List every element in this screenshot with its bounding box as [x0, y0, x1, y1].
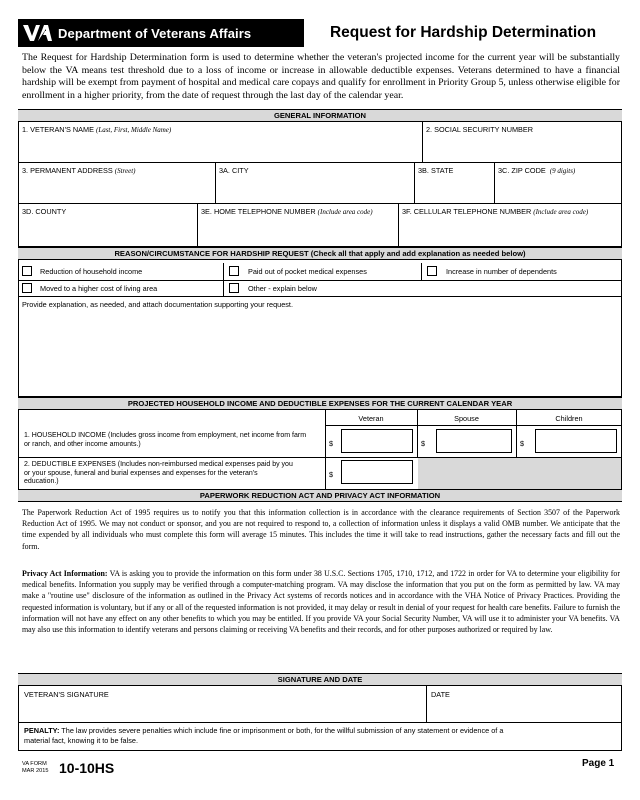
- zip-label: 3C. ZIP CODE (9 digits): [498, 166, 576, 175]
- currency-children-income: $: [520, 439, 525, 448]
- penalty-lead: PENALTY:: [24, 726, 60, 735]
- checkbox-reduction-income[interactable]: [22, 266, 32, 276]
- county-label: 3D. COUNTY: [22, 207, 67, 216]
- explanation-label: Provide explanation, as needed, and attach documentation supporting your request.: [22, 300, 293, 309]
- col-children: Children: [555, 414, 583, 423]
- children-income-input[interactable]: [535, 429, 617, 453]
- checkbox-other[interactable]: [229, 283, 239, 293]
- home-phone-label: 3E. HOME TELEPHONE NUMBER (Include area code): [201, 207, 373, 216]
- veteran-name-label: 1. VETERAN'S NAME (Last, First, Middle Name): [22, 125, 172, 134]
- col-veteran: Veteran: [358, 414, 384, 423]
- checkbox-dependents[interactable]: [427, 266, 437, 276]
- signature-field[interactable]: [19, 687, 425, 721]
- address-field[interactable]: [19, 163, 215, 203]
- currency-veteran-income: $: [329, 439, 334, 448]
- veteran-name-field[interactable]: [19, 124, 422, 162]
- penalty-text: The law provides severe penalties which include fine or imprisonment or both, for the willful submission of any statement or evidence of a material fact, knowing it to be false.: [24, 726, 504, 745]
- reason-heading: REASON/CIRCUMSTANCE FOR HARDSHIP REQUEST (Check all that apply and add explanation as needed below): [18, 247, 622, 260]
- penalty-notice: [24, 726, 504, 745]
- col-spouse: Spouse: [454, 414, 479, 423]
- county-field[interactable]: [19, 204, 197, 246]
- deductible-expenses-label: 2. DEDUCTIBLE EXPENSES (Includes non-reimbursed medical expenses paid by you or your spouse, funeral and burial expenses and expenses for the veteran's education.): [24, 461, 293, 485]
- option-medical-expenses: Paid out of pocket medical expenses: [248, 267, 367, 276]
- veteran-expenses-input[interactable]: [341, 460, 413, 484]
- city-label: 3A. CITY: [219, 166, 249, 175]
- checkbox-cost-of-living[interactable]: [22, 283, 32, 293]
- cell-phone-field[interactable]: [399, 204, 621, 246]
- ssn-label: 2. SOCIAL SECURITY NUMBER: [426, 125, 534, 134]
- option-other: Other - explain below: [248, 284, 317, 293]
- address-label: 3. PERMANENT ADDRESS (Street): [22, 166, 136, 175]
- paperwork-paragraph: The Paperwork Reduction Act of 1995 requires us to notify you that this information collection is in accordance with the clearance requirements of Section 3507 of the Paperwork Reduction Act of 1995. We may not conduct or sponsor, and you are not required to respond to, a collection of information unless it displays a valid OMB number. We anticipate that the time expended by all individuals who must complete this form will average 15 minutes. This includes the time it will take to read instructions, gather the necessary facts and fill out the form.: [22, 508, 620, 551]
- checkbox-medical-expenses[interactable]: [229, 266, 239, 276]
- form-date: MAR 2015: [22, 768, 49, 774]
- spouse-income-input[interactable]: [436, 429, 512, 453]
- currency-spouse-income: $: [421, 439, 426, 448]
- privacy-paragraph: [22, 568, 620, 635]
- date-field[interactable]: [427, 687, 621, 721]
- zip-field[interactable]: [495, 163, 621, 203]
- va-logo-icon: [22, 22, 52, 44]
- currency-veteran-expenses: $: [329, 470, 334, 479]
- header-logo-bar: [18, 19, 304, 47]
- privacy-text: VA is asking you to provide the information on this form under 38 U.S.C. Sections 1705, 1710, 1712, and 1722 in order for VA to determine your eligibility for medical benefits. Information you supply may be verified through a computer-matching program. VA may disclose the information that you put on the form as permitted by law. VA may make a "routine use" disclosure of the information as outlined in the Privacy Act systems of records notices and in accordance with the VHA Notice of Privacy Practices. Providing the requested information is voluntary, but if any or all of the requested information is not provided, it may delay or result in denial of your request for health care benefits. Failure to furnish the information will not have any effect on any other benefits to which you may be entitled. If you provide VA your Social Security Number, VA will use it to administer your VA benefits. VA may also use this information to identify veterans and persons claiming or receiving VA benefits and their records, and for other purposes authorized or required by law.: [22, 569, 621, 635]
- page-number: Page 1: [582, 758, 615, 769]
- expenses-shaded-area: [418, 458, 621, 489]
- form-label: VA FORM: [22, 761, 47, 767]
- intro-paragraph: The Request for Hardship Determination form is used to determine whether the veteran's projected income for the current year will be substantially below the VA means test threshold due to a loss of income or increase in allowable deductible expenses. Veterans determined to have a financial hardship will be exempt from payment of hospital and medical care copays and qualify for enrollment in Priority Group 5, unless otherwise eligible for enrollment in a higher priority, from the date of request through the last day of the calendar year.: [22, 52, 620, 101]
- veteran-income-input[interactable]: [341, 429, 413, 453]
- cell-phone-label: 3F. CELLULAR TELEPHONE NUMBER (Include area code): [402, 207, 589, 216]
- date-label: DATE: [431, 690, 450, 699]
- department-name: Department of Veterans Affairs: [58, 25, 252, 41]
- option-dependents: Increase in number of dependents: [446, 267, 557, 276]
- income-heading: PROJECTED HOUSEHOLD INCOME AND DEDUCTIBLE EXPENSES FOR THE CURRENT CALENDAR YEAR: [18, 397, 622, 410]
- signature-label: VETERAN'S SIGNATURE: [24, 690, 109, 699]
- state-label: 3B. STATE: [418, 166, 454, 175]
- ssn-field[interactable]: [423, 124, 621, 162]
- home-phone-field[interactable]: [198, 204, 398, 246]
- form-info: [22, 761, 48, 775]
- state-field[interactable]: [415, 163, 494, 203]
- signature-heading: SIGNATURE AND DATE: [18, 673, 622, 686]
- household-income-label: 1. HOUSEHOLD INCOME (Includes gross income from employment, net income from farm or ranch, and other income amounts.): [24, 432, 307, 448]
- explanation-textarea[interactable]: [19, 310, 621, 396]
- option-reduction-income: Reduction of household income: [40, 267, 143, 276]
- privacy-lead: Privacy Act Information:: [22, 569, 108, 578]
- general-info-heading: GENERAL INFORMATION: [18, 109, 622, 122]
- paperwork-heading: PAPERWORK REDUCTION ACT AND PRIVACY ACT INFORMATION: [18, 489, 622, 502]
- option-cost-of-living: Moved to a higher cost of living area: [40, 284, 158, 293]
- form-number: 10-10HS: [59, 760, 115, 776]
- city-field[interactable]: [216, 163, 414, 203]
- form-title: Request for Hardship Determination: [329, 24, 597, 41]
